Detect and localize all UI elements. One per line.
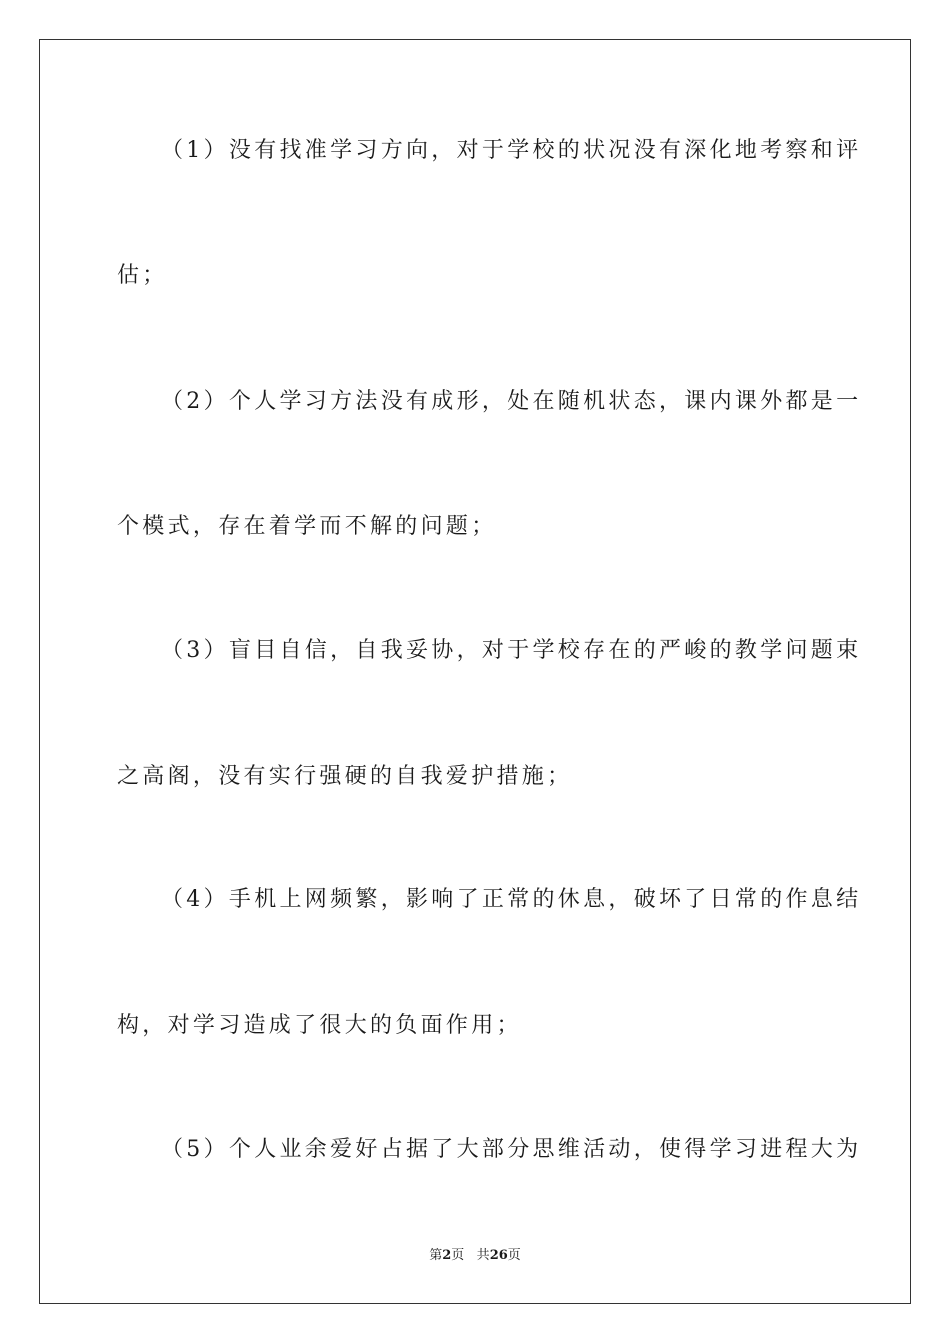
paragraph-line: 估； bbox=[117, 263, 168, 288]
page-footer bbox=[0, 1246, 950, 1266]
total-suffix: 页 bbox=[507, 1248, 521, 1263]
paragraph-line: （1）没有找准学习方向，对于学校的状况没有深化地考察和评 bbox=[161, 138, 862, 163]
paragraph-line: 个模式，存在着学而不解的问题； bbox=[117, 514, 497, 539]
total-pages: 26 bbox=[489, 1248, 508, 1263]
page-prefix: 第 bbox=[429, 1248, 443, 1263]
paragraph-line: （4）手机上网频繁，影响了正常的休息，破坏了日常的作息结 bbox=[161, 887, 862, 912]
paragraph-line: 构，对学习造成了很大的负面作用； bbox=[117, 1013, 522, 1038]
paragraph-line: （3）盲目自信，自我妥协，对于学校存在的严峻的教学问题束 bbox=[161, 638, 862, 663]
page-border bbox=[39, 39, 911, 1304]
paragraph-line: （5）个人业余爱好占据了大部分思维活动，使得学习进程大为 bbox=[161, 1137, 862, 1162]
total-prefix: 共 bbox=[476, 1248, 490, 1263]
page-suffix: 页 bbox=[451, 1248, 465, 1263]
paragraph-line: 之高阁，没有实行强硬的自我爱护措施； bbox=[117, 764, 573, 789]
page-number: 2 bbox=[442, 1248, 452, 1263]
paragraph-line: （2）个人学习方法没有成形，处在随机状态，课内课外都是一 bbox=[161, 389, 862, 414]
